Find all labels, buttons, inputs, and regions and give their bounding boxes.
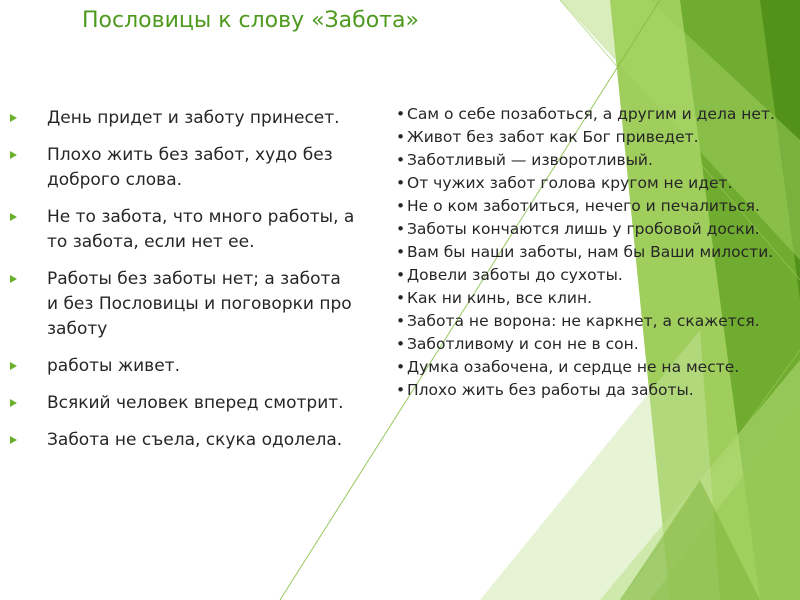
list-item [396, 241, 788, 264]
arrow-bullet-icon [10, 399, 17, 407]
proverb-text: Не о ком заботиться, нечего и печалиться. [407, 197, 760, 215]
bullet-icon: • [396, 128, 406, 146]
bullet-icon: • [396, 335, 406, 353]
arrow-bullet-icon [10, 362, 17, 370]
proverb-text: Заботы кончаются лишь у гробовой доски. [407, 220, 760, 238]
list-item [396, 126, 788, 149]
bullet-icon: • [396, 174, 406, 192]
list-item [10, 205, 355, 255]
left-proverb-list [10, 106, 355, 465]
proverb-text: Как ни кинь, все клин. [407, 289, 593, 307]
list-item [396, 287, 788, 310]
list-item [396, 356, 788, 379]
proverb-text: Плохо жить без забот, худо без доброго слова. [47, 145, 333, 190]
list-item [396, 264, 788, 287]
bullet-icon: • [396, 105, 406, 123]
proverb-text: Забота не ворона: не каркнет, а скажется. [407, 312, 760, 330]
proverb-text: Заботливый — изворотливый. [407, 151, 653, 169]
list-item [10, 428, 355, 453]
proverb-text: Вам бы наши заботы, нам бы Ваши милости. [407, 243, 774, 261]
bullet-icon: • [396, 312, 406, 330]
proverb-text: Забота не съела, скука одолела. [47, 430, 343, 450]
bullet-icon: • [396, 197, 406, 215]
proverb-text: Заботливому и сон не в сон. [407, 335, 639, 353]
proverb-text: Сам о себе позаботься, а другим и дела нет. [407, 105, 775, 123]
bullet-icon: • [396, 266, 406, 284]
arrow-bullet-icon [10, 151, 17, 159]
bullet-icon: • [396, 220, 406, 238]
proverb-text: работы живет. [47, 356, 180, 376]
list-item [396, 218, 788, 241]
arrow-bullet-icon [10, 114, 17, 122]
list-item [10, 267, 355, 342]
right-proverb-list [396, 103, 788, 402]
proverb-text: Работы без заботы нет; а забота и без Пословицы и поговорки про заботу [47, 269, 352, 339]
proverb-text: От чужих забот голова кругом не идет. [407, 174, 733, 192]
list-item [396, 103, 788, 126]
page-title: Пословицы к слову «Забота» [82, 8, 419, 33]
arrow-bullet-icon [10, 275, 17, 283]
list-item [10, 391, 355, 416]
bullet-icon: • [396, 151, 406, 169]
proverb-text: Думка озабочена, и сердце не на месте. [407, 358, 740, 376]
proverb-text: Не то забота, что много работы, а то забота, если нет ее. [47, 207, 355, 252]
proverb-text: Живот без забот как Бог приведет. [407, 128, 699, 146]
arrow-bullet-icon [10, 436, 17, 444]
list-item [396, 310, 788, 333]
list-item [396, 172, 788, 195]
proverb-text: День придет и заботу принесет. [47, 108, 340, 128]
arrow-bullet-icon [10, 213, 17, 221]
bullet-icon: • [396, 381, 406, 399]
proverb-text: Всякий человек вперед смотрит. [47, 393, 344, 413]
list-item [10, 106, 355, 131]
list-item [10, 354, 355, 379]
list-item [396, 149, 788, 172]
list-item [396, 333, 788, 356]
bullet-icon: • [396, 289, 406, 307]
proverb-text: Довели заботы до сухоты. [407, 266, 623, 284]
proverb-text: Плохо жить без работы да заботы. [407, 381, 694, 399]
list-item [10, 143, 355, 193]
list-item [396, 379, 788, 402]
bullet-icon: • [396, 243, 406, 261]
bullet-icon: • [396, 358, 406, 376]
list-item [396, 195, 788, 218]
